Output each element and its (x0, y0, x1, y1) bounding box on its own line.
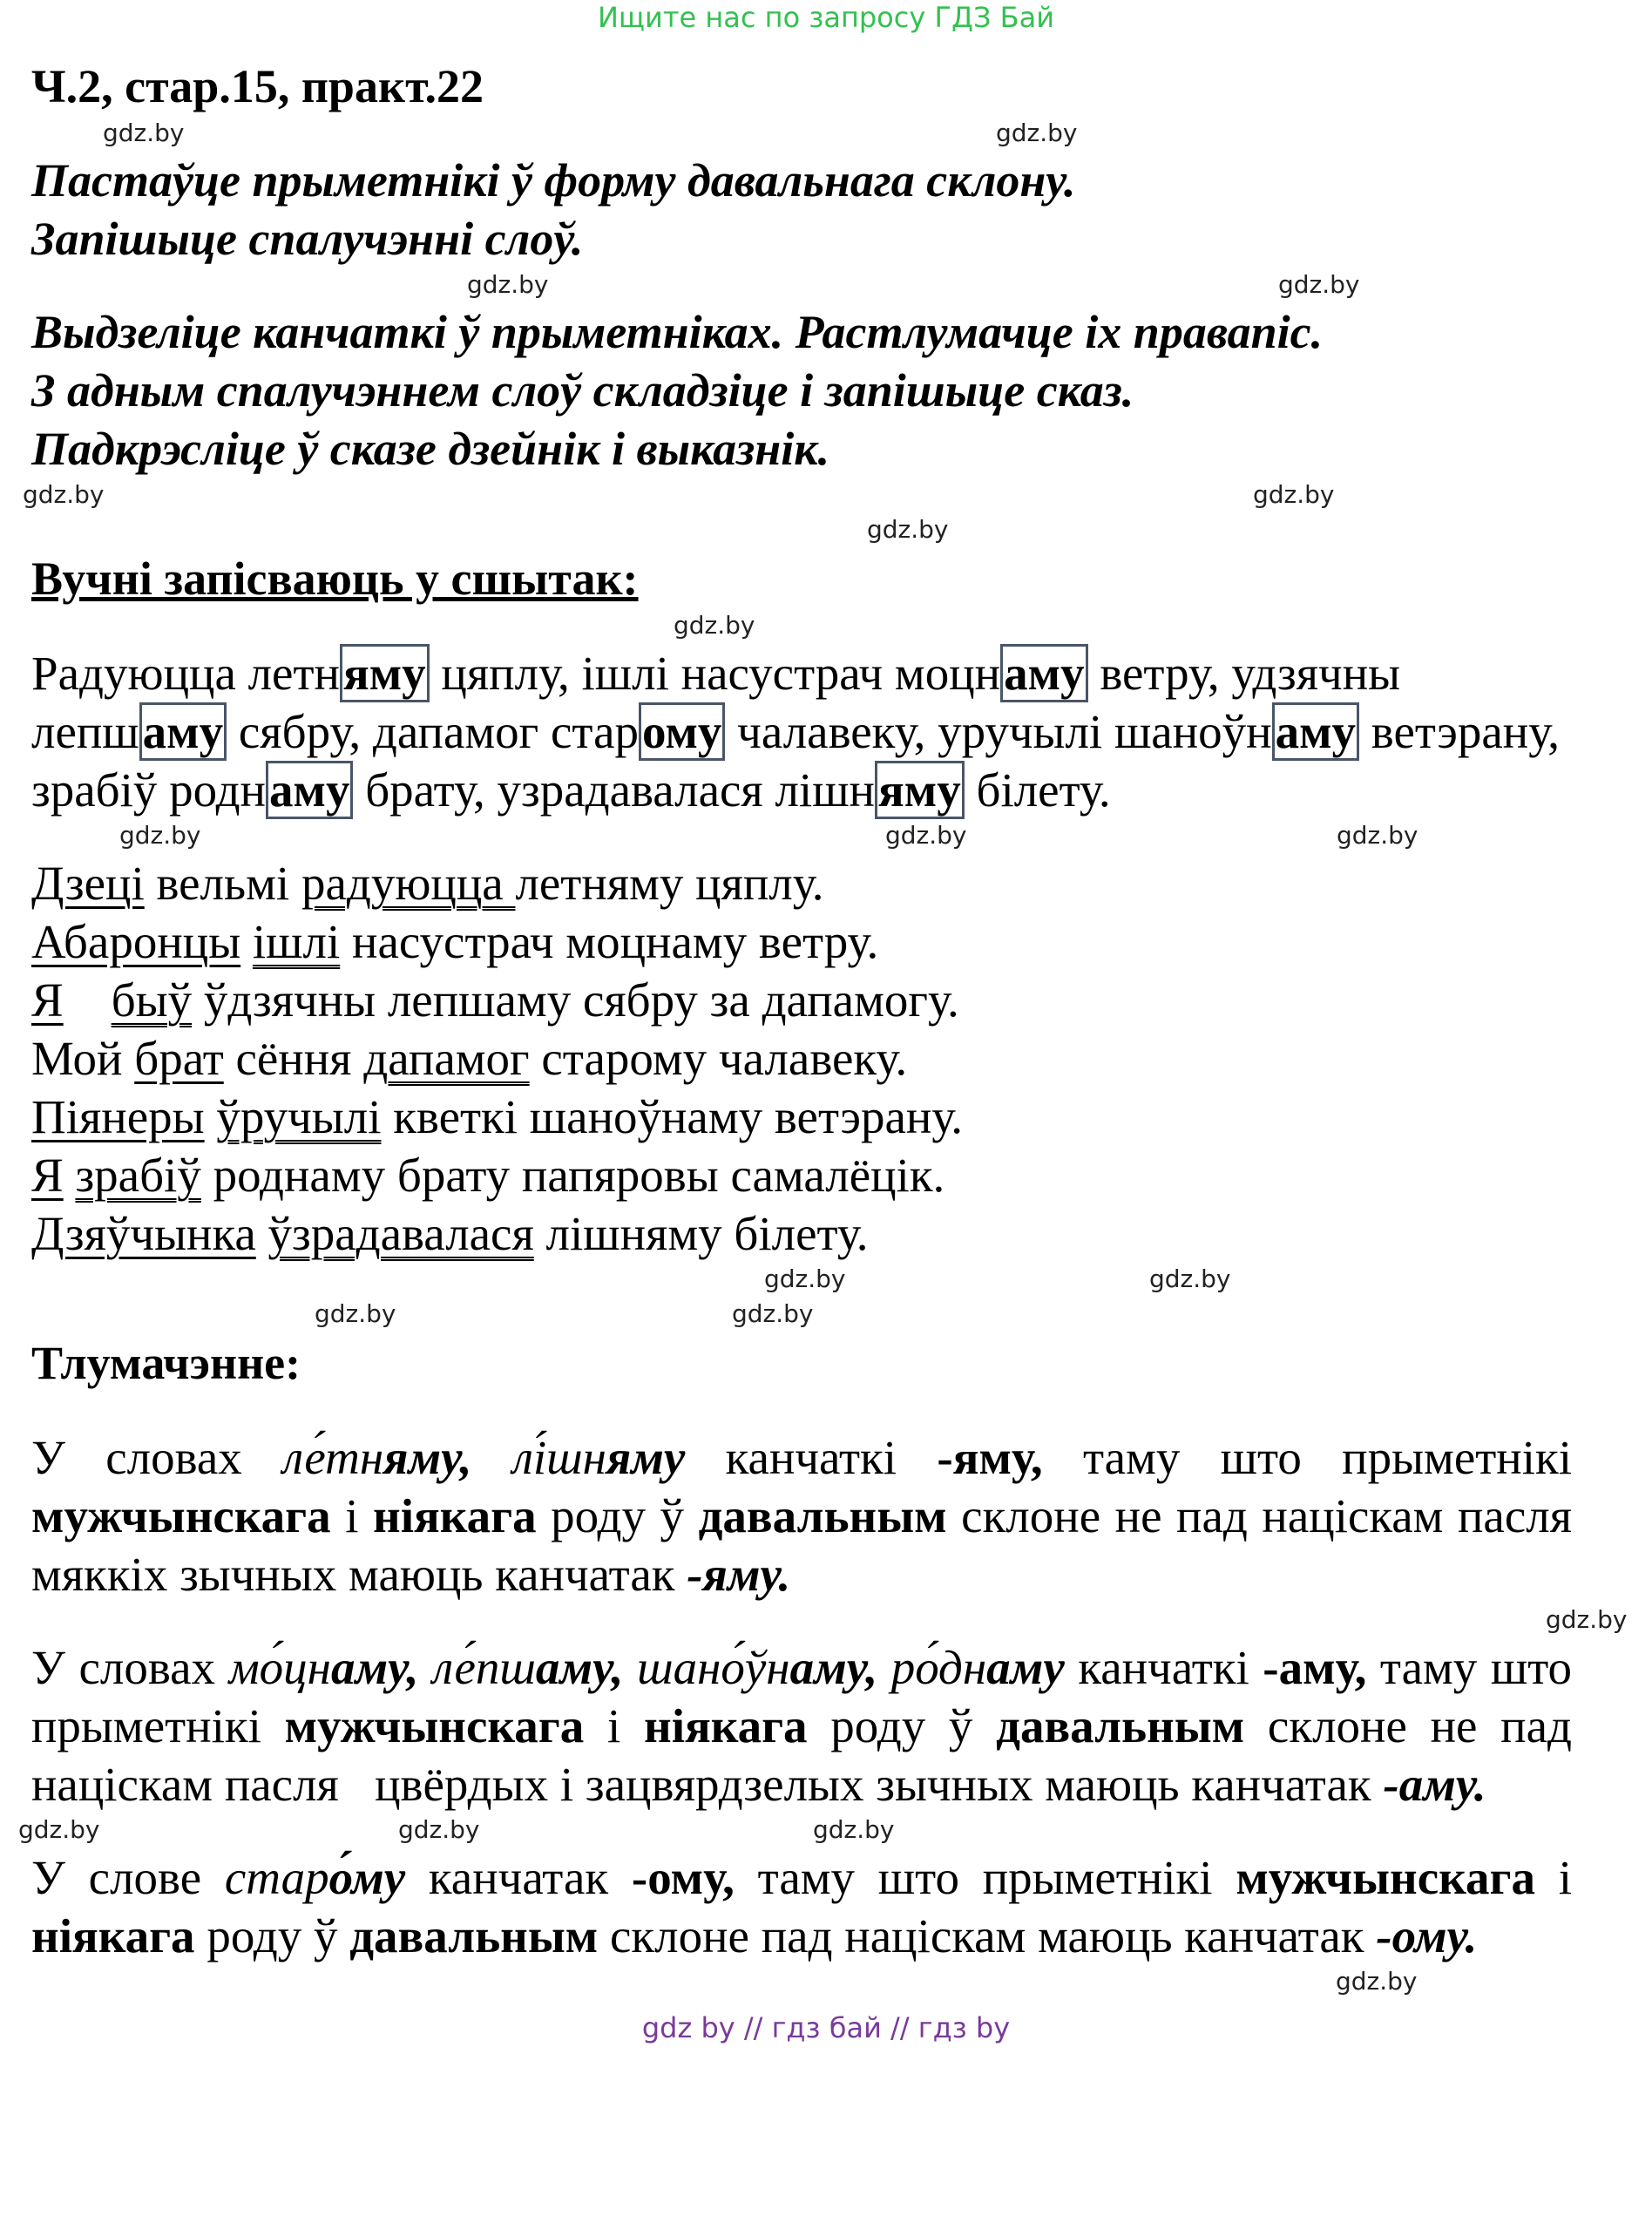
watermark: gdz.by (764, 1264, 846, 1293)
text-run (472, 1431, 512, 1484)
watermark: gdz.by (23, 480, 105, 509)
watermark: gdz.by (315, 1299, 396, 1328)
text-run: і (1534, 1851, 1584, 1904)
watermark: gdz.by (398, 1815, 480, 1844)
sentence (31, 1029, 1600, 1088)
text-run: і (330, 1489, 374, 1542)
predicate-underline: радуюцца (301, 857, 516, 910)
bold-text: -яму, (937, 1431, 1043, 1484)
footer-links: gdz by // гдз бай // гдз by (641, 2011, 1011, 2044)
text-run (205, 1090, 217, 1143)
text-run: канчаткі (1064, 1641, 1263, 1694)
bold-text: -ому, (631, 1851, 735, 1904)
italic-text: ле́тн (282, 1431, 384, 1484)
task-line: З адным спалучэннем слоў складзіце і запішыце сказ. (31, 364, 1134, 417)
text-run: канчаткі (685, 1431, 938, 1484)
task-text-2 (31, 303, 1600, 478)
example-sentences (31, 854, 1600, 1263)
watermark: gdz.by (1337, 821, 1418, 850)
text-run (64, 973, 112, 1027)
boxed-ending: ому (639, 702, 725, 761)
watermark: gdz.by (1546, 1605, 1628, 1634)
watermark: gdz.by (674, 611, 755, 640)
subject-underline: Дзеці (31, 857, 145, 910)
subject-underline: Я (31, 1149, 64, 1202)
bold-text: ніякага (31, 1909, 195, 1962)
explanation-paragraph (31, 1428, 1584, 1603)
text-run: У словах (31, 1641, 229, 1694)
task-text-1 (31, 152, 1600, 268)
text-run: роду ў (194, 1909, 350, 1962)
italic-text: шано́ўн (637, 1641, 790, 1694)
watermark-row (0, 819, 1652, 854)
text-run: таму што прыметнікі (31, 1641, 1584, 1752)
boxed-ending: яму (875, 761, 965, 819)
watermark-row (0, 1298, 1652, 1332)
watermark: gdz.by (867, 515, 949, 544)
sentence (31, 854, 1600, 912)
boxed-ending: аму (266, 761, 353, 819)
bold-italic-text: о́му (328, 1851, 406, 1904)
bold-italic-text: аму, (330, 1641, 419, 1694)
watermark-row (0, 1603, 1652, 1638)
bold-text: мужчынскага (284, 1699, 585, 1752)
watermark: gdz.by (103, 119, 185, 147)
italic-text: лі́шн (511, 1431, 606, 1484)
subject-underline: Абаронцы (31, 915, 241, 968)
page-title: Ч.2, стар.15, практ.22 (31, 60, 484, 112)
bold-italic-text: аму, (535, 1641, 624, 1694)
boxed-ending: яму (340, 644, 430, 702)
text-run: кветкі шаноўнаму ветэрану. (381, 1090, 964, 1143)
bold-italic-text: -яму. (687, 1548, 791, 1601)
watermark-row (0, 268, 1652, 303)
watermark-row (0, 117, 1652, 152)
boxed-ending: аму (1272, 702, 1359, 761)
text-run: насустрач моцнаму ветру. (340, 915, 879, 968)
text-run: таму што прыметнікі (1042, 1431, 1584, 1484)
bold-italic-text: аму, (789, 1641, 878, 1694)
text-run (877, 1641, 891, 1694)
text-run: білету. (964, 763, 1111, 817)
bold-text: ніякага (373, 1489, 537, 1542)
watermark-row (0, 1393, 1652, 1428)
boxed-ending: аму (1000, 644, 1087, 702)
bold-italic-text: яму, (383, 1431, 472, 1484)
predicate-underline: ўзрадавалася (267, 1207, 534, 1260)
sentence (31, 1204, 1600, 1263)
watermark-row (0, 478, 1652, 513)
text-run (64, 1149, 76, 1202)
text-run: Мой (31, 1032, 135, 1085)
text-run: ветэрану, зрабіў родн (31, 705, 1572, 817)
text-run: сябру, дапамог стар (227, 705, 639, 758)
watermark: gdz.by (1278, 270, 1360, 299)
watermark: gdz.by (1253, 480, 1335, 509)
text-run: вельмі (144, 857, 301, 910)
text-run: Радуюцца летн (31, 647, 340, 700)
bold-text: -аму, (1263, 1641, 1367, 1694)
text-run: ветру, удзячны лепш (31, 647, 1412, 758)
watermark-row (0, 1813, 1652, 1848)
watermark: gdz.by (1336, 1967, 1418, 1996)
text-run: старому чалавеку. (529, 1032, 908, 1085)
bold-italic-text: -аму. (1383, 1758, 1486, 1811)
text-run: ўдзячны лепшаму сябру за дапамогу. (192, 973, 959, 1027)
predicate-underline: дапамог (363, 1032, 530, 1085)
top-banner: Ищите нас по запросу ГДЗ Бай (597, 1, 1055, 34)
text-run (624, 1641, 638, 1694)
watermark: gdz.by (467, 270, 549, 299)
task-line: Падкрэсліце ў сказе дзейнік і выказнік. (31, 423, 830, 475)
text-run: роду ў (536, 1489, 699, 1542)
text-run: склоне не пад націскам пасля цвёрдых і зацвярдзелых зычных маюць канчатак (31, 1699, 1584, 1811)
text-run: летняму цяплу. (515, 857, 824, 910)
text-run: сёння (223, 1032, 364, 1085)
bold-italic-text: -ому. (1376, 1909, 1478, 1962)
boxed-endings-paragraph (31, 644, 1600, 819)
subject-underline: Дзяўчынка (31, 1207, 256, 1260)
text-run: брату, узрадавалася лішн (353, 763, 875, 817)
watermark: gdz.by (18, 1815, 100, 1844)
watermark: gdz.by (996, 119, 1078, 147)
boxed-ending: аму (139, 702, 227, 761)
text-run: роднаму брату папяровы самалёцік. (200, 1149, 945, 1202)
italic-text: ро́дн (890, 1641, 987, 1694)
text-run: У слове (31, 1851, 225, 1904)
text-run (256, 1207, 268, 1260)
watermark: gdz.by (732, 1299, 814, 1328)
bold-italic-text: аму (986, 1641, 1065, 1694)
explanation-paragraph (31, 1848, 1584, 1965)
section-heading-notebook: Вучні запісваюць у сшытак: (31, 552, 639, 605)
predicate-underline: ішлі (252, 915, 341, 968)
subject-underline: Я (31, 973, 64, 1027)
bold-text: давальным (698, 1489, 947, 1542)
bold-italic-text: яму (606, 1431, 686, 1484)
bold-text: ніякага (644, 1699, 808, 1752)
predicate-underline: быў (111, 973, 193, 1027)
text-run: склоне пад націскам маюць канчатак (598, 1909, 1377, 1962)
text-run: таму што прыметнікі (734, 1851, 1236, 1904)
sentence (31, 1146, 1600, 1204)
text-run: і (584, 1699, 644, 1752)
watermark-row (0, 1965, 1652, 2000)
text-run: цяплу, ішлі насустрач моцн (429, 647, 1001, 700)
italic-text: ле́пш (432, 1641, 536, 1694)
explanation-paragraph (31, 1638, 1584, 1813)
bold-text: давальным (996, 1699, 1245, 1752)
text-run: роду ў (807, 1699, 997, 1752)
text-run: канчатак (405, 1851, 632, 1904)
watermark: gdz.by (885, 821, 967, 850)
italic-text: мо́цн (228, 1641, 331, 1694)
text-run: У словах (31, 1431, 283, 1484)
predicate-underline: зрабіў (75, 1149, 201, 1202)
sentence (31, 912, 1600, 971)
task-line: Пастаўце прыметнікі ў форму давальнага склону. (31, 154, 1076, 207)
watermark: gdz.by (813, 1815, 895, 1844)
task-line: Выдзеліце канчаткі ў прыметніках. Растлумачце іх правапіс. (31, 306, 1324, 358)
text-run: лішняму білету. (533, 1207, 869, 1260)
italic-text: стар (224, 1851, 329, 1904)
bold-text: мужчынскага (1236, 1851, 1535, 1904)
watermark-row (0, 513, 1652, 548)
watermark-row (0, 609, 1652, 644)
sentence (31, 971, 1600, 1029)
task-line: Запішыце спалучэнні слоў. (31, 213, 584, 265)
subject-underline: брат (134, 1032, 224, 1085)
predicate-underline: ўручылі (216, 1090, 382, 1143)
watermark: gdz.by (1149, 1264, 1231, 1293)
subject-underline: Піянеры (31, 1090, 205, 1143)
watermark-row (0, 1263, 1652, 1298)
bold-text: давальным (349, 1909, 599, 1962)
text-run (419, 1641, 433, 1694)
sentence (31, 1088, 1600, 1146)
section-heading-explanation: Тлумачэнне: (31, 1337, 301, 1389)
bold-text: мужчынскага (31, 1489, 331, 1542)
watermark: gdz.by (119, 821, 201, 850)
text-run: склоне не пад націскам пасля мяккіх зычных маюць канчатак (31, 1489, 1584, 1601)
text-run (240, 915, 253, 968)
text-run: чалавеку, уручылі шаноўн (725, 705, 1272, 758)
